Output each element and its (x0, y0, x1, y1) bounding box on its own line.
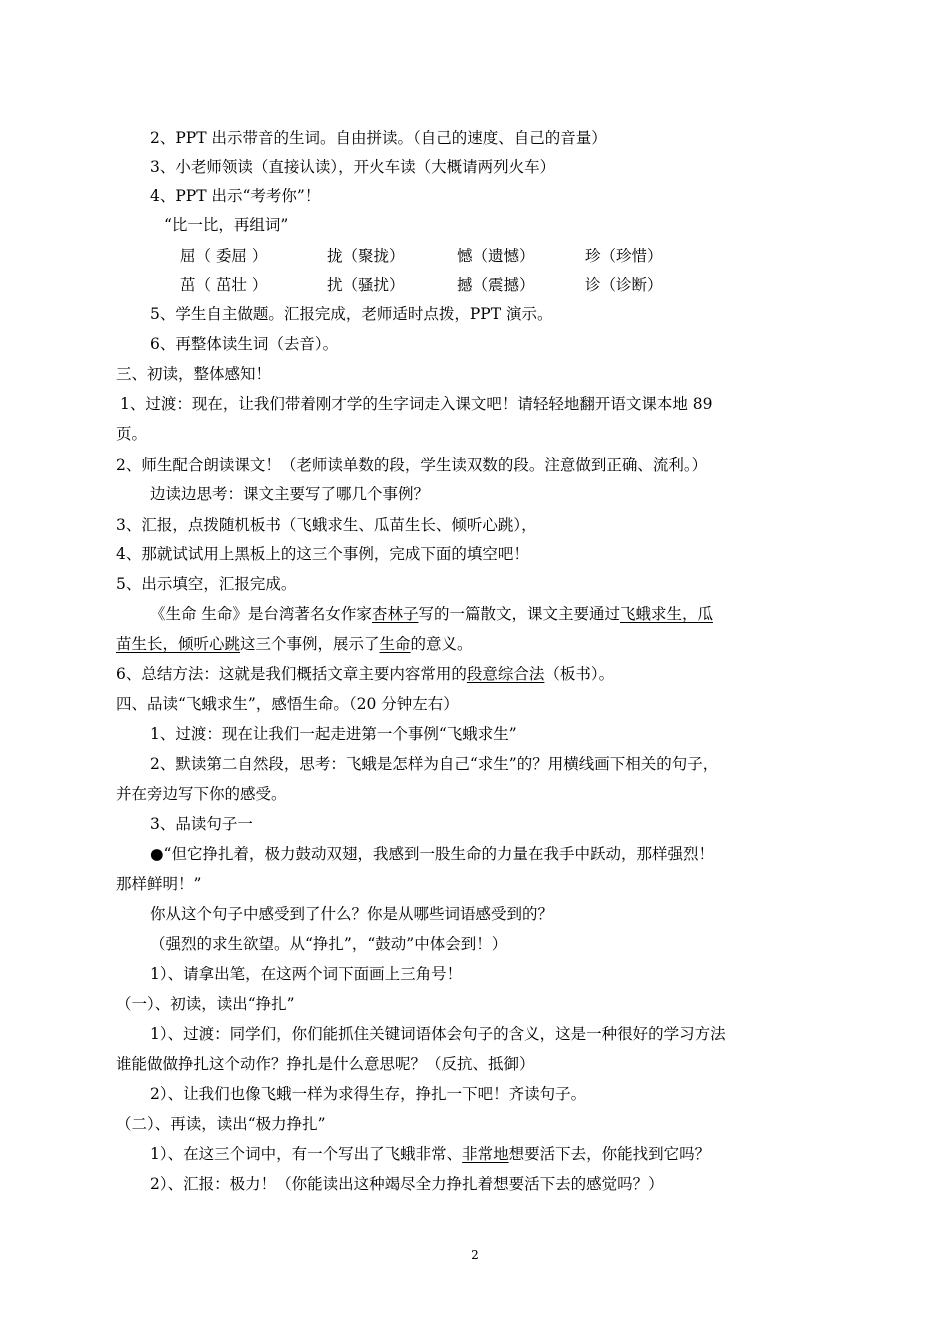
text-line (116, 1110, 842, 1138)
text-segment: 6、总结方法：这就是我们概括文章主要内容常用的 (116, 665, 467, 683)
text-line (116, 511, 842, 539)
text-line (116, 420, 842, 448)
text-segment: 2、PPT 出示带音的生词。自由拼读。（自己的速度、自己的音量） (150, 129, 607, 147)
underlined-phrase: 杏林子 (371, 605, 419, 623)
text-segment: 2）、让我们也像飞蛾一样为求得生存，挣扎一下吧！齐读句子。 (150, 1085, 587, 1103)
underlined-phrase: 段意综合法 (466, 665, 545, 683)
text-segment: 写的一篇散文，课文主要通过 (418, 605, 620, 623)
text-segment: 5、出示填空，汇报完成。 (116, 575, 297, 593)
text-line (150, 1170, 876, 1198)
text-segment: 2、默读第二自然段，思考：飞蛾是怎样为自己“求生”的？用横线画下相关的句子， (150, 755, 719, 773)
text-segment: 1）、在这三个词中，有一个写出了飞蛾非常、 (150, 1145, 463, 1163)
text-segment: （板书）。 (544, 665, 615, 683)
text-segment: 2、师生配合朗读课文！（老师读单数的段，学生读双数的段。注意做到正确、流利。） (116, 456, 708, 474)
text-segment: 谁能做做挣扎这个动作？挣扎是什么意思呢？（反抗、抵御） (116, 1055, 535, 1073)
text-line (116, 1050, 842, 1078)
text-line (150, 480, 876, 508)
text-line (150, 900, 876, 928)
text-line (150, 840, 876, 868)
text-line (150, 600, 876, 628)
text-line (150, 720, 876, 748)
text-line (116, 540, 842, 568)
text-segment: 三、初读，整体感知！ (116, 365, 272, 383)
text-line (150, 810, 876, 838)
text-line (116, 451, 842, 479)
text-line (150, 1080, 876, 1108)
text-segment: 3、汇报，点拨随机板书（飞蛾求生、瓜苗生长、倾听心跳）， (116, 516, 537, 534)
text-segment: 的意义。 (410, 635, 473, 653)
text-line (116, 870, 842, 898)
text-segment: 并在旁边写下你的感受。 (116, 785, 287, 803)
text-line (150, 182, 876, 210)
text-line (116, 360, 842, 388)
text-segment: 1、过渡：现在，让我们带着刚才学的生字词走入课文吧！请轻轻地翻开语文课本地 89 (120, 395, 713, 413)
text-segment: 1）、过渡：同学们，你们能抓住关键词语体会句子的含义，这是一种很好的学习方法 (150, 1025, 726, 1043)
text-line (150, 300, 876, 328)
word-cell: 诊（诊断） (585, 276, 663, 294)
underlined-phrase: 生命 (379, 635, 411, 653)
text-segment: 3、小老师领读（直接认读），开火车读（大概请两列火车） (150, 158, 556, 176)
word-cell: 茁（ 茁壮 ） (180, 276, 268, 294)
text-segment: 边读边思考：课文主要写了哪几个事例？ (150, 485, 430, 503)
page-number: 2 (471, 1248, 479, 1262)
text-segment: 这三个事例，展示了 (240, 635, 380, 653)
word-cell: 憾（遗憾） (457, 247, 535, 265)
text-line (150, 153, 876, 181)
text-line (150, 930, 876, 958)
text-segment: 想要活下去，你能找到它吗？ (508, 1145, 711, 1163)
text-line (150, 1140, 876, 1168)
text-line (150, 124, 876, 152)
word-cell: 拢（聚拢） (327, 247, 405, 265)
text-segment: 1）、请拿出笔，在这两个词下面画上三角号！ (150, 965, 463, 983)
text-segment: 1、过渡：现在让我们一起走进第一个事例“飞蛾求生” (150, 725, 517, 743)
word-cell: 扰（骚扰） (327, 276, 405, 294)
word-cell: 屈（ 委屈 ） (180, 247, 268, 265)
text-segment: 四、品读“飞蛾求生”，感悟生命。（20 分钟左右） (116, 695, 459, 713)
underlined-phrase: 非常地 (462, 1145, 509, 1163)
text-segment: 那样鲜明！” (116, 875, 202, 893)
word-cell: 珍（珍惜） (585, 247, 663, 265)
text-line (116, 630, 842, 658)
text-segment: （强烈的求生欲望。从“挣扎”，“鼓动”中体会到！） (150, 935, 508, 953)
text-segment: 你从这个句子中感受到了什么？你是从哪些词语感受到的？ (150, 905, 554, 923)
text-line (150, 750, 876, 778)
text-segment: “比一比，再组词” (164, 216, 289, 234)
underlined-phrase: 飞蛾求生，瓜 (619, 605, 713, 623)
text-segment: （一）、初读，读出“挣扎” (116, 995, 295, 1013)
text-segment: 3、品读句子一 (150, 815, 253, 833)
text-line (116, 570, 842, 598)
text-segment: （二）、再读，读出“极力挣扎” (116, 1115, 326, 1133)
text-line (116, 660, 842, 688)
underlined-phrase: 苗生长，倾听心跳 (116, 635, 241, 653)
text-segment: 2）、汇报：极力！（你能读出这种竭尽全力挣扎着想要活下去的感觉吗？） (150, 1175, 664, 1193)
text-line (150, 960, 876, 988)
text-line (150, 1020, 876, 1048)
text-segment: 5、学生自主做题。汇报完成，老师适时点拨，PPT 演示。 (150, 305, 553, 323)
text-line (150, 330, 876, 358)
text-line (116, 990, 842, 1018)
text-segment: 页。 (116, 425, 148, 443)
text-line (116, 690, 842, 718)
word-cell: 撼（震撼） (457, 276, 535, 294)
text-segment: 6、再整体读生词（去音）。 (150, 335, 339, 353)
text-line (116, 780, 842, 808)
text-line (120, 390, 846, 418)
text-line (164, 211, 890, 239)
text-segment: 《生命 生命》是台湾著名女作家 (150, 605, 372, 623)
text-segment: 4、那就试试用上黑板上的这三个事例，完成下面的填空吧！ (116, 545, 529, 563)
text-segment: ●“但它挣扎着，极力鼓动双翅，我感到一股生命的力量在我手中跃动，那样强烈！ (150, 845, 714, 863)
text-segment: 4、PPT 出示“考考你”！ (150, 187, 321, 205)
